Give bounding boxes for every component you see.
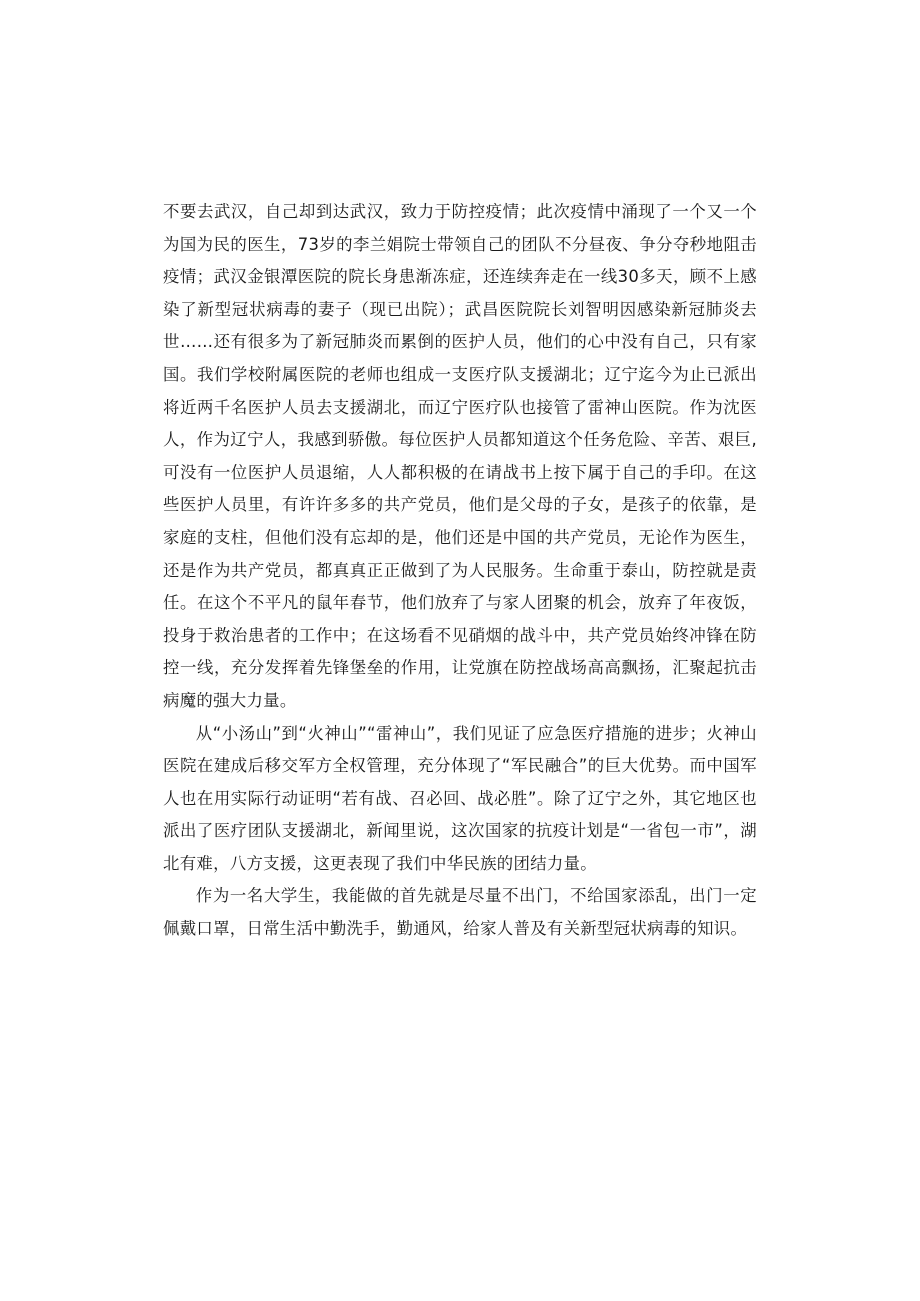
document-body: [163, 196, 757, 946]
paragraph-2: 从“小汤山”到“火神山”“雷神山”，我们见证了应急医疗措施的进步；火神山医院在建成后移交军方全权管理，充分体现了“军民融合”的巨大优势。而中国军人也在用实际行动证明“若有战、召必回、战必胜”。除了辽宁之外，其它地区也派出了医疗团队支援湖北，新闻里说，这次国家的抗疫计划是“一省包一市”，湖北有难，八方支援，这更表现了我们中华民族的团结力量。: [163, 723, 757, 873]
paragraph-3: 作为一名大学生，我能做的首先就是尽量不出门，不给国家添乱，出门一定佩戴口罩，日常生活中勤洗手，勤通风，给家人普及有关新型冠状病毒的知识。: [163, 886, 757, 939]
paragraph-1: 不要去武汉，自己却到达武汉，致力于防控疫情；此次疫情中涌现了一个又一个为国为民的医生，73岁的李兰娟院士带领自己的团队不分昼夜、争分夺秒地阻击疫情；武汉金银潭医院的院长身患渐冻症，还连续奔走在一线30多天，顾不上感染了新型冠状病毒的妻子（现已出院）；武昌医院院长刘智明因感染新冠肺炎去世……还有很多为了新冠肺炎而累倒的医护人员，他们的心中没有自己，只有家国。我们学校附属医院的老师也组成一支医疗队支援湖北；辽宁迄今为止已派出将近两千名医护人员去支援湖北，而辽宁医疗队也接管了雷神山医院。作为沈医人，作为辽宁人，我感到骄傲。每位医护人员都知道这个任务危险、辛苦、艰巨,可没有一位医护人员退缩，人人都积极的在请战书上按下属于自己的手印。在这些医护人员里，有许许多多的共产党员，他们是父母的子女，是孩子的依靠，是家庭的支柱，但他们没有忘却的是，他们还是中国的共产党员，无论作为医生，还是作为共产党员，都真真正正做到了为人民服务。生命重于泰山，防控就是责任。在这个不平凡的鼠年春节，他们放弃了与家人团聚的机会，放弃了年夜饭，投身于救治患者的工作中；在这场看不见硝烟的战斗中，共产党员始终冲锋在防控一线，充分发挥着先锋堡垒的作用，让党旗在防控战场高高飘扬，汇聚起抗击病魔的强大力量。: [163, 202, 757, 710]
